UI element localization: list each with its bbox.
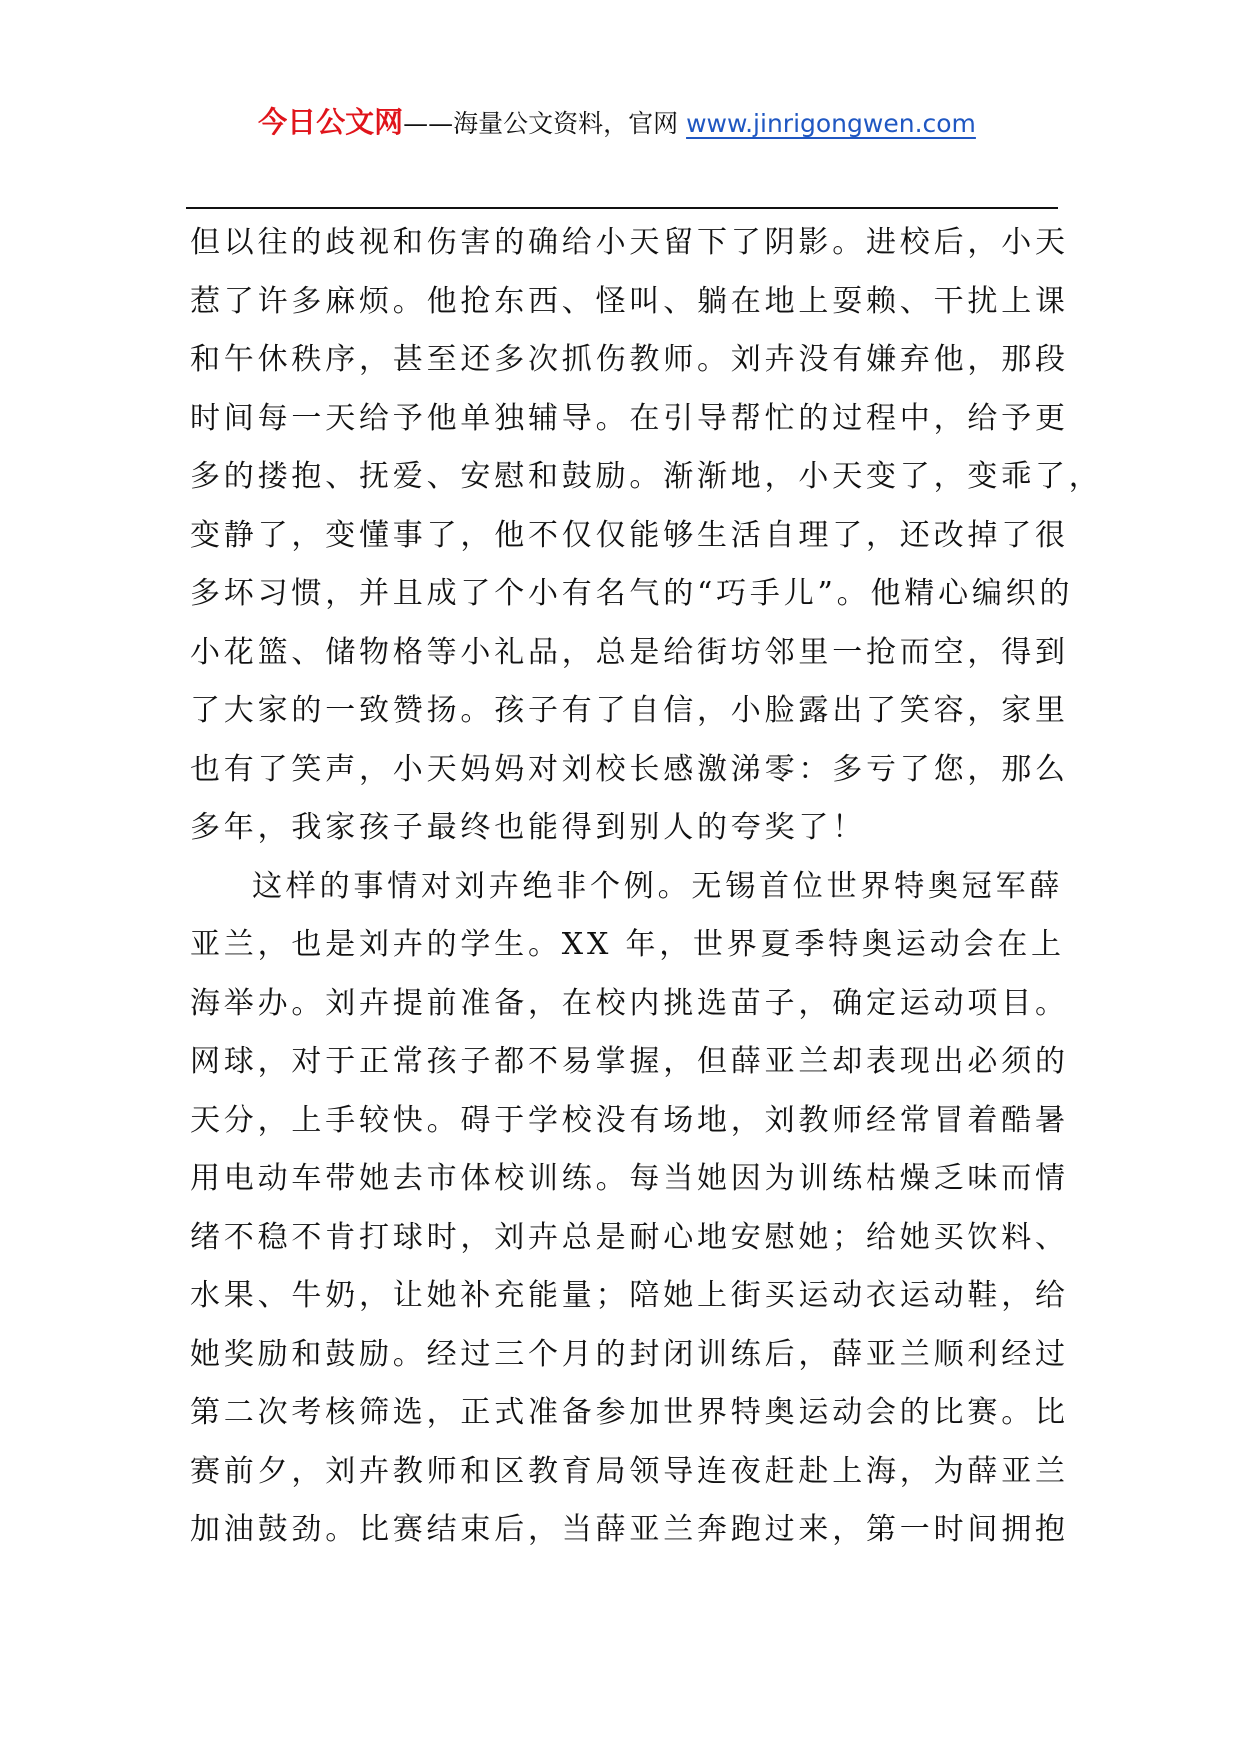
text-line: 这样的事情对刘卉绝非个例。无锡首位世界特奥冠军薛: [252, 868, 1064, 904]
text-line: 和午休秩序，甚至还多次抓伤教师。刘卉没有嫌弃他，那段: [190, 342, 1069, 377]
page-header: [0, 98, 1240, 146]
text-line: 小花篮、储物格等小礼品，总是给街坊邻里一抢而空，得到: [190, 634, 1069, 670]
text-line: 了大家的一致赞扬。孩子有了自信，小脸露出了笑容，家里: [190, 693, 1069, 728]
text-line: 惹了许多麻烦。他抢东西、怪叫、躺在地上耍赖、干扰上课: [190, 283, 1069, 319]
text-line: 用电动车带她去市体校训练。每当她因为训练枯燥乏味而情: [190, 1161, 1069, 1196]
header-tagline: ——海量公文资料，官网: [403, 109, 687, 138]
text-line: 加油鼓劲。比赛结束后，当薛亚兰奔跑过来，第一时间拥抱: [190, 1512, 1069, 1547]
text-line: 多年，我家孩子最终也能得到别人的夸奖了！: [190, 810, 866, 845]
site-brand: 今日公文网: [258, 105, 404, 139]
text-line: 第二次考核筛选，正式准备参加世界特奥运动会的比赛。比: [190, 1395, 1069, 1430]
text-line: 多的搂抱、抚爱、安慰和鼓励。渐渐地，小天变了，变乖了，: [190, 459, 1103, 494]
text-line: 变静了，变懂事了，他不仅仅能够生活自理了，还改掉了很: [190, 517, 1069, 553]
paragraph-2: [190, 858, 1069, 1560]
text-line: 时间每一天给予他单独辅导。在引导帮忙的过程中，给予更: [190, 400, 1069, 436]
paragraph-1: [190, 214, 1103, 858]
text-line: 她奖励和鼓励。经过三个月的封闭训练后，薛亚兰顺利经过: [190, 1336, 1069, 1372]
text-line: 赛前夕，刘卉教师和区教育局领导连夜赶赴上海，为薛亚兰: [190, 1453, 1069, 1489]
text-line: 也有了笑声，小天妈妈对刘校长感激涕零：多亏了您，那么: [190, 751, 1069, 787]
site-url-link[interactable]: www.jinrigongwen.com: [686, 109, 976, 138]
document-body: [190, 214, 1103, 1560]
text-line: 多坏习惯，并且成了个小有名气的“巧手儿”。他精心编织的: [190, 576, 1074, 611]
text-line: 天分，上手较快。碍于学校没有场地，刘教师经常冒着酷暑: [190, 1102, 1069, 1138]
header-divider: [186, 207, 1058, 209]
text-line: 但以往的歧视和伤害的确给小天留下了阴影。进校后，小天: [190, 225, 1069, 260]
text-line: 水果、牛奶，让她补充能量；陪她上街买运动衣运动鞋，给: [190, 1278, 1069, 1313]
text-line: 亚兰，也是刘卉的学生。XX 年，世界夏季特奥运动会在上: [190, 927, 1065, 962]
text-line: 网球，对于正常孩子都不易掌握，但薛亚兰却表现出必须的: [190, 1044, 1069, 1079]
text-line: 绪不稳不肯打球时，刘卉总是耐心地安慰她；给她买饮料、: [190, 1219, 1069, 1255]
text-line: 海举办。刘卉提前准备，在校内挑选苗子，确定运动项目。: [190, 985, 1069, 1021]
